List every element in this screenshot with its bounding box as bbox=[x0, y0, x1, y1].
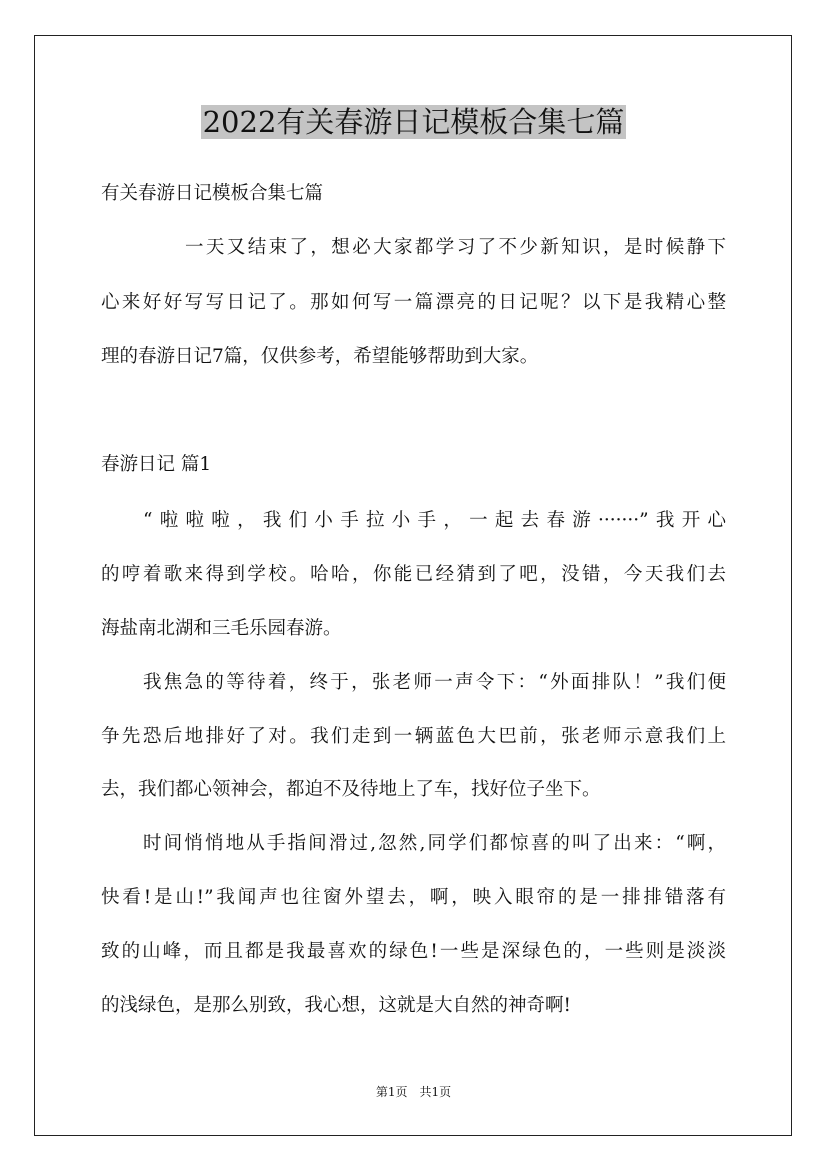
paragraph3-line-3: 致的山峰，而且都是我最喜欢的绿色!一些是深绿色的，一些则是淡淡 bbox=[101, 941, 726, 962]
paragraph3-line-2: 快看!是山!”我闻声也往窗外望去，啊，映入眼帘的是一排排错落有 bbox=[101, 887, 726, 908]
intro-line-1: 一天又结束了，想必大家都学习了不少新知识，是时候静下 bbox=[185, 237, 726, 258]
page-number: 第1页 共1页 bbox=[375, 1085, 452, 1099]
paragraph3-line-4: 的浅绿色，是那么别致，我心想，这就是大自然的神奇啊! bbox=[101, 995, 571, 1016]
document-subtitle: 有关春游日记模板合集七篇 bbox=[101, 183, 324, 204]
title-highlight: 2022有关春游日记模板合集七篇 bbox=[202, 105, 625, 139]
paragraph1-line-2: 的哼着歌来得到学校。哈哈，你能已经猜到了吧，没错，今天我们去 bbox=[101, 564, 726, 585]
paragraph1-line-3: 海盐南北湖和三毛乐园春游。 bbox=[101, 618, 342, 639]
paragraph1-line-1: “啦啦啦，我们小手拉小手，一起去春游·······”我开心 bbox=[143, 510, 726, 531]
paragraph2-line-2: 争先恐后地排好了对。我们走到一辆蓝色大巴前，张老师示意我们上 bbox=[101, 726, 726, 747]
document-title bbox=[0, 100, 827, 144]
paragraph2-line-3: 去，我们都心领神会，都迫不及待地上了车，找好位子坐下。 bbox=[101, 779, 601, 800]
paragraph2-line-1: 我焦急的等待着，终于，张老师一声令下：“外面排队！”我们便 bbox=[143, 672, 726, 693]
section-heading: 春游日记 篇1 bbox=[101, 454, 212, 475]
paragraph3-line-1: 时间悄悄地从手指间滑过,忽然,同学们都惊喜的叫了出来：“啊， bbox=[143, 833, 726, 854]
intro-line-3: 理的春游日记7篇，仅供参考，希望能够帮助到大家。 bbox=[101, 346, 539, 367]
intro-line-2: 心来好好写写日记了。那如何写一篇漂亮的日记呢？以下是我精心整 bbox=[101, 292, 726, 313]
